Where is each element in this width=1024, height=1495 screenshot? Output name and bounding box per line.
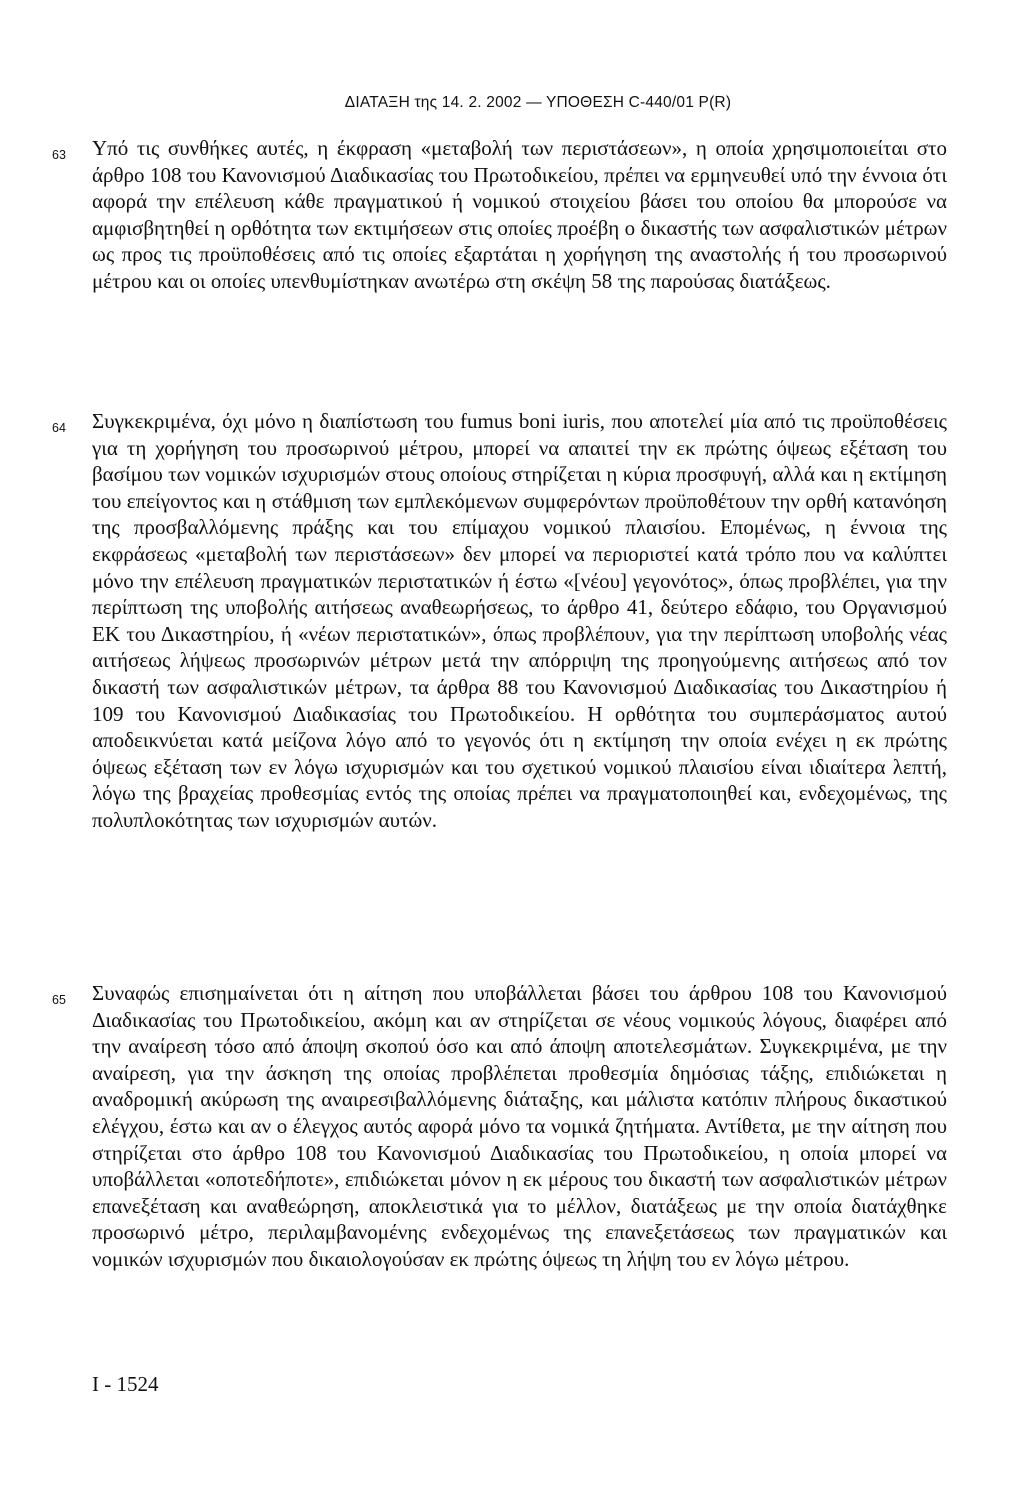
paragraph-63 bbox=[52, 135, 947, 295]
paragraph-64 bbox=[52, 408, 947, 834]
paragraph-65 bbox=[52, 980, 947, 1273]
paragraph-text: Υπό τις συνθήκες αυτές, η έκφραση «μεταβολή των περιστάσεων», η οποία χρησιμοποιείται στο άρθρο 108 του Κανονισμού Διαδικασίας του Πρωτοδικείου, πρέπει να ερμηνευθεί υπό την έννοια ότι αφορά την επέλευση κάθε πραγματικού ή νομικού στοιχείου βάσει του οποίου θα μπορούσε να αμφισβητηθεί η ορθότητα των εκτιμήσεων στις οποίες προέβη ο δικαστής των ασφαλιστικών μέτρων ως προς τις προϋποθέσεις από τις οποίες εξαρτάται η χορήγηση της αναστολής ή του προσωρινού μέτρου και οι οποίες υπενθυμίστηκαν ανωτέρω στη σκέψη 58 της παρούσας διατάξεως. bbox=[92, 136, 947, 293]
paragraph-number: 64 bbox=[52, 421, 66, 435]
running-header: ΔΙΑΤΑΞΗ της 14. 2. 2002 — ΥΠΟΘΕΣΗ C-440/01 P(R) bbox=[344, 94, 732, 111]
paragraph-text: Συγκεκριμένα, όχι μόνο η διαπίστωση του fumus boni iuris, που αποτελεί μία από τις προϋποθέσεις για τη χορήγηση του προσωρινού μέτρου, μπορεί να απαιτεί την εκ πρώτης όψεως εξέταση του βασίμου των νομικών ισχυρισμών στους οποίους στηρίζεται η κύρια προσφυγή, αλλά και η εκτίμηση του επείγοντος και η στάθμιση των εμπλεκόμενων συμφερόντων προϋποθέτουν την ορθή κατανόηση της προσβαλλόμενης πράξης και του επίμαχου νομικού πλαισίου. Επομένως, η έννοια της εκφράσεως «μεταβολή των περιστάσεων» δεν μπορεί να περιοριστεί κατά τρόπο που να καλύπτει μόνο την επέλευση πραγματικών περιστατικών ή έστω «[νέου] γεγονότος», όπως προβλέπει, για την περίπτωση της υποβολής αιτήσεως αναθεωρήσεως, το άρθρο 41, δεύτερο εδάφιο, του Οργανισμού ΕΚ του Δικαστηρίου, ή «νέων περιστατικών», όπως προβλέπουν, για την περίπτωση υποβολής νέας αιτήσεως λήψεως προσωρινών μέτρων μετά την απόρριψη της προηγούμενης αιτήσεως από τον δικαστή των ασφαλιστικών μέτρων, τα άρθρα 88 του Κανονισμού Διαδικασίας του Δικαστηρίου ή 109 του Κανονισμού Διαδικασίας του Πρωτοδικείου. Η ορθότητα του συμπεράσματος αυτού αποδεικνύεται κατά μείζονα λόγο από το γεγονός ότι η εκτίμηση την οποία ενέχει η εκ πρώτης όψεως εξέταση των εν λόγω ισχυρισμών και του σχετικού νομικού πλαισίου είναι ιδιαίτερα λεπτή, λόγω της βραχείας προθεσμίας εντός της οποίας πρέπει να πραγματοποιηθεί και, ενδεχομένως, της πολυπλοκότητας των ισχυρισμών αυτών. bbox=[92, 409, 947, 832]
paragraph-number: 65 bbox=[52, 993, 66, 1007]
paragraph-text: Συναφώς επισημαίνεται ότι η αίτηση που υποβάλλεται βάσει του άρθρου 108 του Κανονισμού Διαδικασίας του Πρωτοδικείου, ακόμη και αν στηρίζεται σε νέους νομικούς λόγους, διαφέρει από την αναίρεση τόσο από άποψη σκοπού όσο και από άποψη αποτελεσμάτων. Συγκεκριμένα, με την αναίρεση, για την άσκηση της οποίας προβλέπεται προθεσμία δημόσιας τάξης, επιδιώκεται η αναδρομική ακύρωση της αναιρεσιβαλλόμενης διάταξης, και μάλιστα κατόπιν πλήρους δικαστικού ελέγχου, έστω και αν ο έλεγχος αυτός αφορά μόνο τα νομικά ζητήματα. Αντίθετα, με την αίτηση που στηρίζεται στο άρθρο 108 του Κανονισμού Διαδικασίας του Πρωτοδικείου, η οποία μπορεί να υποβάλλεται «οποτεδήποτε», επιδιώκεται μόνον η εκ μέρους του δικαστή των ασφαλιστικών μέτρων επανεξέταση και αναθεώρηση, αποκλειστικά για το μέλλον, διατάξεως με την οποία διατάχθηκε προσωρινό μέτρο, περιλαμβανομένης ενδεχομένως της επανεξετάσεως των πραγματικών και νομικών ισχυρισμών που δικαιολογούσαν εκ πρώτης όψεως τη λήψη του εν λόγω μέτρου. bbox=[92, 981, 947, 1271]
page-number: I - 1524 bbox=[92, 1372, 159, 1396]
paragraph-number: 63 bbox=[52, 148, 66, 162]
